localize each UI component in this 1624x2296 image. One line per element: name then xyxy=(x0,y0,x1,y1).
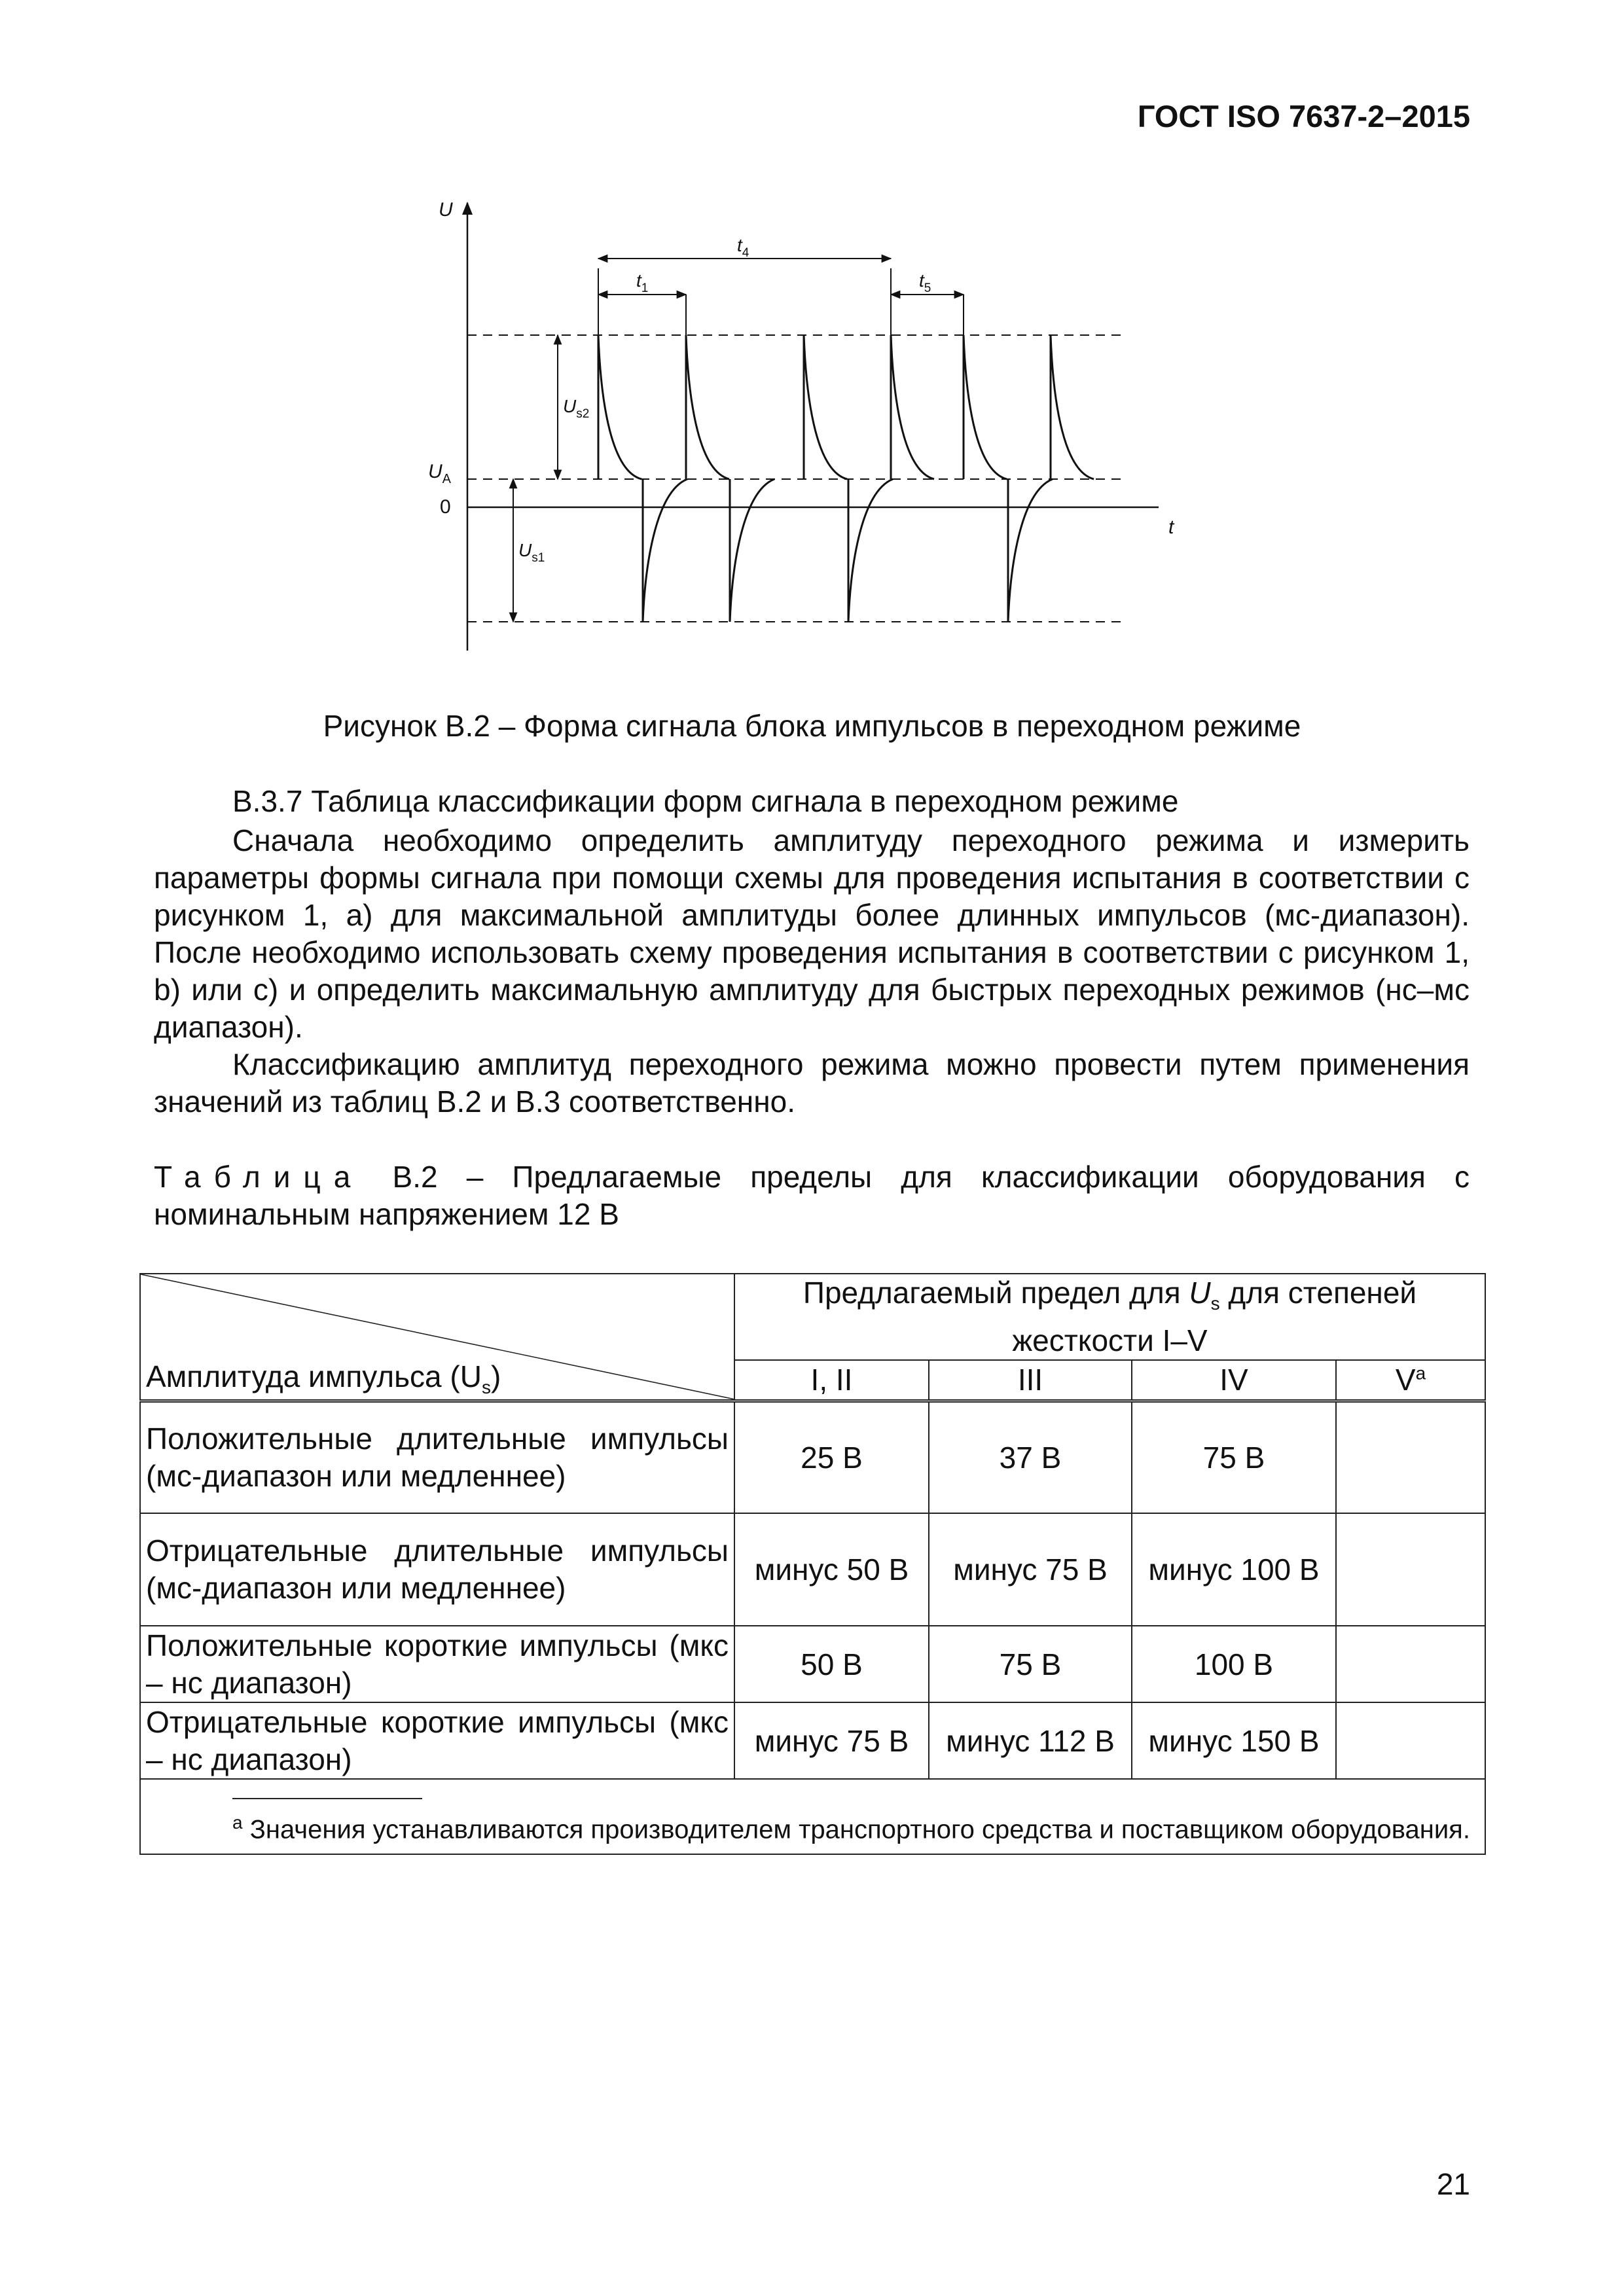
table-cell: 100 В xyxy=(1132,1626,1336,1702)
footnote-mark: a xyxy=(232,1812,243,1833)
positive-pulse-2 xyxy=(686,335,729,479)
row-label: Положительные длительные импульсы (мс-диапазон или медленнее) xyxy=(140,1401,734,1513)
table-caption xyxy=(154,1158,1470,1233)
table-cell: минус 150 В xyxy=(1132,1702,1336,1779)
header-diagonal-cell xyxy=(140,1274,734,1401)
table-cell: 50 В xyxy=(734,1626,929,1702)
table-cell xyxy=(1336,1513,1485,1626)
row-label: Отрицательные длительные импульсы (мс-диапазон или медленнее) xyxy=(140,1513,734,1626)
positive-pulse-1 xyxy=(598,335,641,479)
document-code: ГОСТ ISO 7637-2–2015 xyxy=(1137,99,1470,134)
table-row xyxy=(140,1513,1485,1626)
dim-us1-label: $U_{s1}$ xyxy=(518,540,545,565)
dim-us2-label: $U_{s2}$ xyxy=(563,396,590,421)
paragraph-1-text: Сначала необходимо определить амплитуду переходного режима и измерить параметры формы сигнала при помощи схемы для проведения испытания в соответствии с рисунком 1, a) для максимальной амплитуды более длинных импульсов (мс-диапазон). После необходимо использовать схему проведения испытания в соответствии с рисунком 1, b) или c) и определить максимальную амплитуду для быстрых переходных режимов (нс–мс диапазон). xyxy=(154,823,1470,1044)
section-heading-text: B.3.7 Таблица классификации форм сигнала в переходном режиме xyxy=(232,784,1179,818)
table-cell xyxy=(1336,1702,1485,1779)
table-cell: минус 112 В xyxy=(929,1702,1132,1779)
column-header-iii: III xyxy=(929,1360,1132,1401)
positive-pulse-5 xyxy=(964,335,1007,479)
table-cell: 75 В xyxy=(929,1626,1132,1702)
table-cell: минус 50 В xyxy=(734,1513,929,1626)
negative-pulse-2 xyxy=(730,479,774,622)
positive-pulse-4 xyxy=(891,335,934,479)
positive-pulse-3 xyxy=(804,335,847,479)
table-cell: минус 75 В xyxy=(929,1513,1132,1626)
table-cell: 25 В xyxy=(734,1401,929,1513)
table-cell xyxy=(1336,1401,1485,1513)
table-cell: 37 В xyxy=(929,1401,1132,1513)
classification-table xyxy=(139,1273,1486,1855)
table-caption-word: Таблица xyxy=(154,1160,364,1194)
header-row-label: Амплитуда импульса $(U_s)$ xyxy=(146,1359,501,1397)
positive-pulses xyxy=(598,335,1094,479)
footnote-divider xyxy=(232,1798,422,1799)
axis-y-label: U xyxy=(439,199,453,221)
table-row xyxy=(140,1702,1485,1779)
column-header-v: $V^a$ xyxy=(1336,1360,1485,1401)
figure-caption: Рисунок B.2 – Форма сигнала блока импульсов в переходном режиме xyxy=(323,709,1301,743)
dim-t5-label: $t_5$ xyxy=(919,270,931,295)
paragraph-2 xyxy=(154,1046,1470,1121)
level-zero-label: 0 xyxy=(440,496,451,518)
level-ua-label: $U_A$ xyxy=(428,461,452,486)
footnote-text: Значения устанавливаются производителем транспортного средства и поставщиком оборудования. xyxy=(242,1815,1470,1844)
negative-pulse-4 xyxy=(1008,479,1053,622)
table-cell: минус 100 В xyxy=(1132,1513,1336,1626)
table-cell: минус 75 В xyxy=(734,1702,929,1779)
dim-t1-label: $t_1$ xyxy=(636,270,649,295)
negative-pulse-3 xyxy=(848,479,893,622)
figure-pulse-diagram xyxy=(406,190,1191,674)
negative-pulse-1 xyxy=(643,479,687,622)
positive-pulse-6 xyxy=(1051,335,1094,479)
page-number: 21 xyxy=(1436,2167,1470,2201)
dim-t4-label: $t_4$ xyxy=(737,235,749,260)
table-header-row-1 xyxy=(140,1274,1485,1360)
pulse-diagram-svg xyxy=(406,190,1191,674)
column-header-i-ii: I, II xyxy=(734,1360,929,1401)
axis-x-label: t xyxy=(1168,516,1174,538)
table-row xyxy=(140,1626,1485,1702)
header-group-cell: Предлагаемый предел для $U_s$ для степеней жесткости I–V xyxy=(734,1274,1485,1360)
table-cell xyxy=(1336,1626,1485,1702)
column-header-iv: IV xyxy=(1132,1360,1336,1401)
paragraph-2-text: Классификацию амплитуд переходного режима можно провести путем применения значений из таблиц B.2 и B.3 соответственно. xyxy=(154,1047,1470,1119)
table-footnote xyxy=(140,1779,1485,1854)
table-cell: 75 В xyxy=(1132,1401,1336,1513)
table-row xyxy=(140,1401,1485,1513)
row-label: Отрицательные короткие импульсы (мкс – нс диапазон) xyxy=(140,1702,734,1779)
row-label: Положительные короткие импульсы (мкс – нс диапазон) xyxy=(140,1626,734,1702)
paragraph-1 xyxy=(154,822,1470,1046)
section-heading xyxy=(154,783,1470,820)
negative-pulses xyxy=(643,479,1053,622)
table-footnote-row xyxy=(140,1779,1485,1854)
table-caption-text: B.2 – Предлагаемые пределы для классификации оборудования с номинальным напряжением 12 В xyxy=(154,1160,1470,1231)
